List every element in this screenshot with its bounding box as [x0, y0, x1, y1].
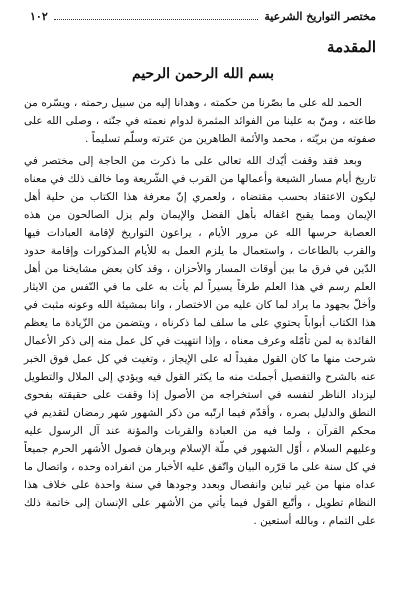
running-title: مختصر التواريخ الشرعية: [264, 9, 376, 23]
page-number: ١٠٢: [30, 9, 48, 23]
basmala-heading: بسم الله الرحمن الرحيم: [132, 66, 274, 82]
running-header: [24, 6, 376, 26]
dotted-leader: [54, 19, 259, 20]
paragraph-opening-praise: الحمد لله على ما بصّرنا من حكمته ، وهدانا إليه من سبيل رحمته ، ويسّره من طاعته ، ومنّ به علينا من الفوائد المثمرة لدوام نعمته في جنّته ، وصلى الله على صفوته من بريّته ، محمد والأئمة الطاهرين من عترته وسلّم تسليماً .: [24, 97, 376, 145]
paragraph-main: وبعد فقد وقفت أيّدك الله تعالى على ما ذكرت من الحاجة إلى مختصر في تاريخ أيام مسار الشيعة وأعمالها من القرب في الشّريعة وما خالف ذلك في معناه ليكون الاعتقاد بحسب مقتضاه ، ولعمري إنّ معرفة هذا الكتاب من حلية أهل الإيمان ومما يقبح اغفاله بأهل الفضل والإيمان ولم يزل الصالحون من هذه العصابة حرسها الله عن مرور الأيام ، يراعون التواريخ لإقامة العبادات فيها والقرب بالطاعات ، واستعمال ما يلزم العمل به للأيام المذكورات وإقامة حدود الدّين في فرق ما بين أوقات المسار والأحزان ، وقد كان بعض مشايخنا من أهل العلم رسم في هذا العلم طرفاً يسيراً لم يأت به على ما في النّفس من الايثار وأخلّ بجهود ما يراد لما كان عليه من الاختصار ، وانا بمشيئة الله وعونه مثبت في هذا الكتاب أبواباً يحتوي على ما سلف لما ذكرناه ، ويتضمن من الزّيادة ما يعظم الفائدة به لمن تأمّله وعرف معناه ، وإذا انتهيت في كل عمل منه إلى ذكر الأعمال شرحت منها ما كان القول مفيداً له على الإيجاز ، وتغيت في كل عمل فوق الخبر عنه بالشرح والتفصيل أجملت منه ما يكثر القول فيه ويؤدي إلى الملال والتطويل ليزداد الناظر لنفسه في استخراجه من الأصول إذا وقفت على حقيقته بفحوى النطق والدليل بصره ، وأقدّم فيما ارتّبه من ذكر الشهور شهر رمضان لتقديم في محكم القرآن ، ولما فيه من العبادة والقربات والمؤنة عند آل الرسول عليه وعليهم السلام ، أوّل الشهور في ملّة الإسلام وبرهان فصول الأشهر الحرم جميعاً في كل سنة على ما قرّره البيان واتّفق عليه الأخبار من انفراده وحده ، واتصال ما عداه منها من غير تباين وانفصال وبعدد وجودها في سنة واحدة على خلاف هذا النظام تطويل ، وأتّبع القول فيما يأتي من الأشهر على الإنسان إلى خاتمة ذلك على التمام ، وبالله أستعين .: [24, 155, 376, 527]
section-title: المقدمة: [327, 38, 376, 56]
body-text: [24, 94, 376, 530]
